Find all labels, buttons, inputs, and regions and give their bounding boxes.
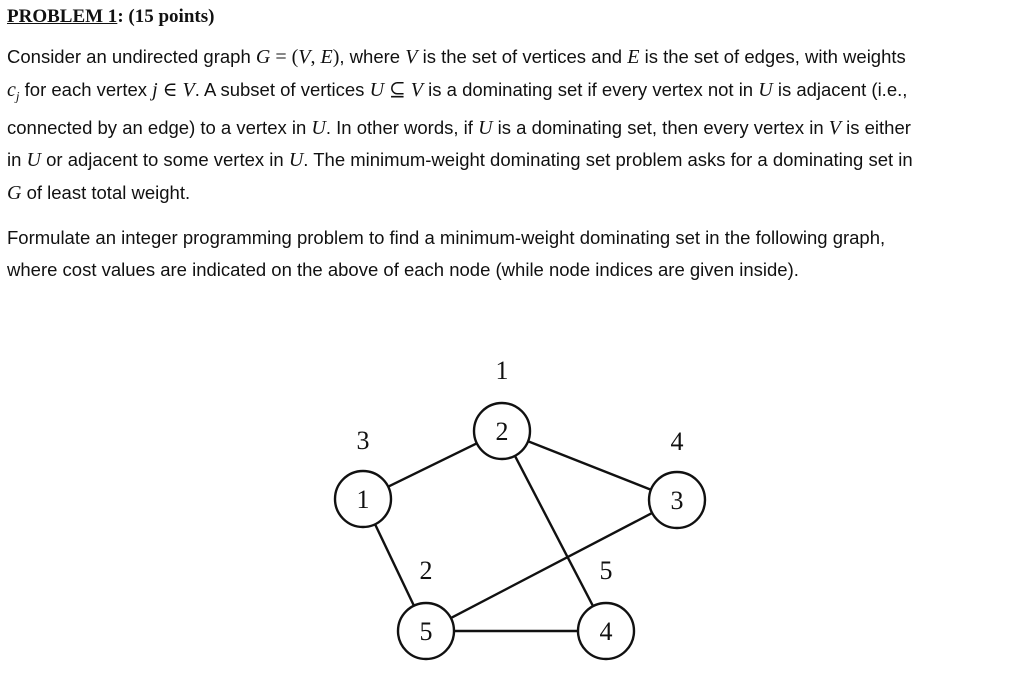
statement-line-1: Consider an undirected graph G = (V, E), where V is the set of vertices and E is the set of edges, with weights: [7, 46, 906, 68]
node-cost-3: 4: [670, 427, 684, 456]
node-cost-2: 1: [495, 356, 509, 385]
statement-line-5: G of least total weight.: [7, 181, 191, 204]
node-index-4: 4: [599, 617, 613, 646]
edge-2-3: [528, 441, 651, 489]
edge-2-4: [515, 456, 593, 606]
node-index-5: 5: [419, 617, 433, 646]
problem-points: : (15 points): [117, 6, 215, 27]
statement-line-3: connected by an edge) to a vertex in U. In other words, if U is a dominating set, then every vertex in V is either: [7, 116, 911, 139]
node-cost-5: 2: [419, 556, 433, 585]
statement-line-4: in U or adjacent to some vertex in U. The minimum-weight dominating set problem asks for a dominating set in: [7, 149, 913, 172]
node-index-3: 3: [670, 486, 684, 515]
edge-1-2: [388, 443, 477, 486]
task-line-1: Formulate an integer programming problem to find a minimum-weight dominating set in the following graph,: [7, 227, 886, 248]
edge-1-5: [375, 524, 414, 605]
problem-label: PROBLEM 1: [7, 6, 118, 27]
node-index-2: 2: [495, 417, 509, 446]
statement-line-2: $c_j$ for each vertex j ∈ V. A subset of vertices U ⊆ V is a dominating set if every vertex not in U is adjacent (i.e.,: [7, 78, 908, 104]
task-line-2: where cost values are indicated on the above of each node (while node indices are given inside).: [7, 258, 799, 280]
node-cost-4: 5: [599, 556, 613, 585]
node-index-1: 1: [356, 485, 370, 514]
node-cost-1: 3: [356, 426, 370, 455]
